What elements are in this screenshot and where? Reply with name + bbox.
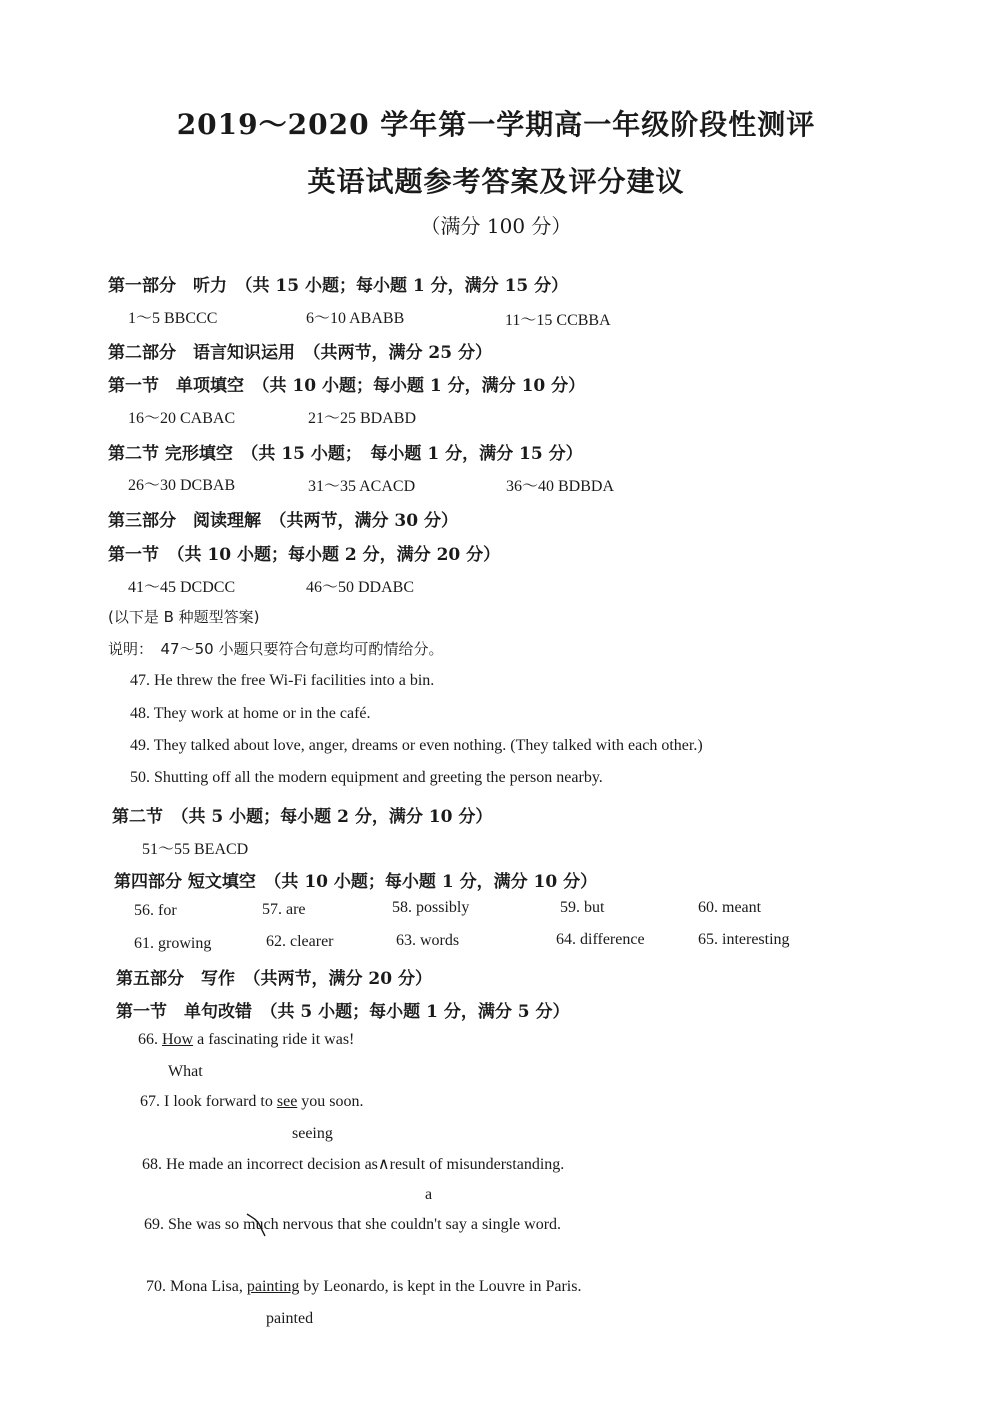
q67-rest: you soon. (301, 1093, 364, 1110)
correction-66 (138, 1031, 354, 1049)
correction-68 (142, 1154, 564, 1174)
answer-61: 61. growing (134, 935, 212, 952)
title-line-1: 2019～2020 学年第一学期高一年级阶段性测评 (176, 108, 816, 141)
answer-49: 49. They talked about love, anger, dreams or even nothing. (They talked with each other.) (130, 737, 703, 754)
answer-1-5: 1～5 BBCCC (128, 310, 218, 327)
answer-59: 59. but (560, 899, 605, 916)
answer-16-20: 16～20 CABAC (128, 410, 236, 427)
answer-64: 64. difference (556, 931, 645, 948)
q67-error-word: see (276, 1093, 298, 1110)
q68-fix: a (425, 1186, 433, 1203)
answer-47: 47. He threw the free Wi-Fi facilities into a bin. (130, 672, 435, 689)
answer-65: 65. interesting (698, 931, 790, 948)
correction-69 (144, 1216, 561, 1234)
q67-pre: 67. I look forward to (140, 1093, 273, 1110)
b-type-note: (以下是 B 种题型答案) (108, 608, 260, 626)
answer-31-35: 31～35 ACACD (308, 478, 416, 495)
q66-fix: What (168, 1063, 203, 1080)
q70-pre: 70. Mona Lisa, (146, 1278, 243, 1295)
answer-58: 58. possibly (392, 899, 470, 916)
answer-60: 60. meant (698, 899, 762, 916)
correction-70 (146, 1278, 581, 1296)
part1-heading: 第一部分 听力 （共 15 小题；每小题 1 分，满分 15 分） (108, 276, 569, 296)
part3-sec2-heading: 第二节 （共 5 小题；每小题 2 分，满分 10 分） (112, 807, 493, 827)
part2-sec2-heading: 第二节 完形填空 （共 15 小题； 每小题 1 分，满分 15 分） (108, 444, 583, 464)
q70-rest: by Leonardo, is kept in the Louvre in Paris. (303, 1278, 582, 1295)
q68-caret: ∧ (377, 1156, 390, 1173)
q69-rest: nervous that she couldn't say a single word. (282, 1216, 562, 1233)
answer-48: 48. They work at home or in the café. (130, 705, 371, 722)
answer-41-45: 41～45 DCDCC (128, 579, 236, 596)
title-line-2: 英语试题参考答案及评分建议 (307, 165, 685, 198)
part4-heading: 第四部分 短文填空 （共 10 小题；每小题 1 分，满分 10 分） (114, 872, 598, 892)
part2-heading: 第二部分 语言知识运用 （共两节，满分 25 分） (108, 343, 492, 363)
q67-fix: seeing (292, 1125, 333, 1142)
q69-pre: 69. She was so (144, 1216, 240, 1233)
answer-63: 63. words (396, 932, 460, 949)
q66-error-word: How (162, 1031, 194, 1048)
full-score: （满分 100 分） (420, 214, 572, 238)
correction-67 (140, 1093, 364, 1111)
part5-heading: 第五部分 写作 （共两节，满分 20 分） (116, 969, 432, 989)
q68-rest: result of misunderstanding. (389, 1156, 565, 1173)
answer-56: 56. for (134, 902, 177, 919)
answer-11-15: 11～15 CCBBA (505, 312, 611, 329)
answer-6-10: 6～10 ABABB (306, 310, 405, 327)
part2-sec1-heading: 第一节 单项填空 （共 10 小题；每小题 1 分，满分 10 分） (108, 376, 586, 396)
q68-pre: 68. He made an incorrect decision as (142, 1156, 378, 1173)
part3-sec1-heading: 第一节 （共 10 小题；每小题 2 分，满分 20 分） (108, 545, 501, 565)
explain-note: 说明： 47～50 小题只要符合句意均可酌情给分。 (108, 640, 444, 658)
answer-50: 50. Shutting off all the modern equipment and greeting the person nearby. (130, 769, 603, 786)
q66-number: 66. (138, 1031, 158, 1048)
answer-62: 62. clearer (266, 933, 334, 950)
part5-sec1-heading: 第一节 单句改错 （共 5 小题；每小题 1 分，满分 5 分） (116, 1002, 570, 1022)
q70-fix: painted (266, 1310, 314, 1327)
answer-36-40: 36～40 BDBDA (506, 478, 615, 495)
answer-21-25: 21～25 BDABD (308, 410, 417, 427)
q69-deleted-word: much (243, 1216, 279, 1233)
answer-57: 57. are (262, 901, 306, 918)
q70-error-word: painting (246, 1278, 300, 1295)
answer-46-50: 46～50 DDABC (306, 579, 415, 596)
part3-heading: 第三部分 阅读理解 （共两节，满分 30 分） (108, 511, 458, 531)
answer-26-30: 26～30 DCBAB (128, 477, 236, 494)
q66-rest: a fascinating ride it was! (197, 1031, 355, 1048)
answer-51-55: 51～55 BEACD (142, 841, 249, 858)
delete-mark-icon (245, 1210, 271, 1238)
